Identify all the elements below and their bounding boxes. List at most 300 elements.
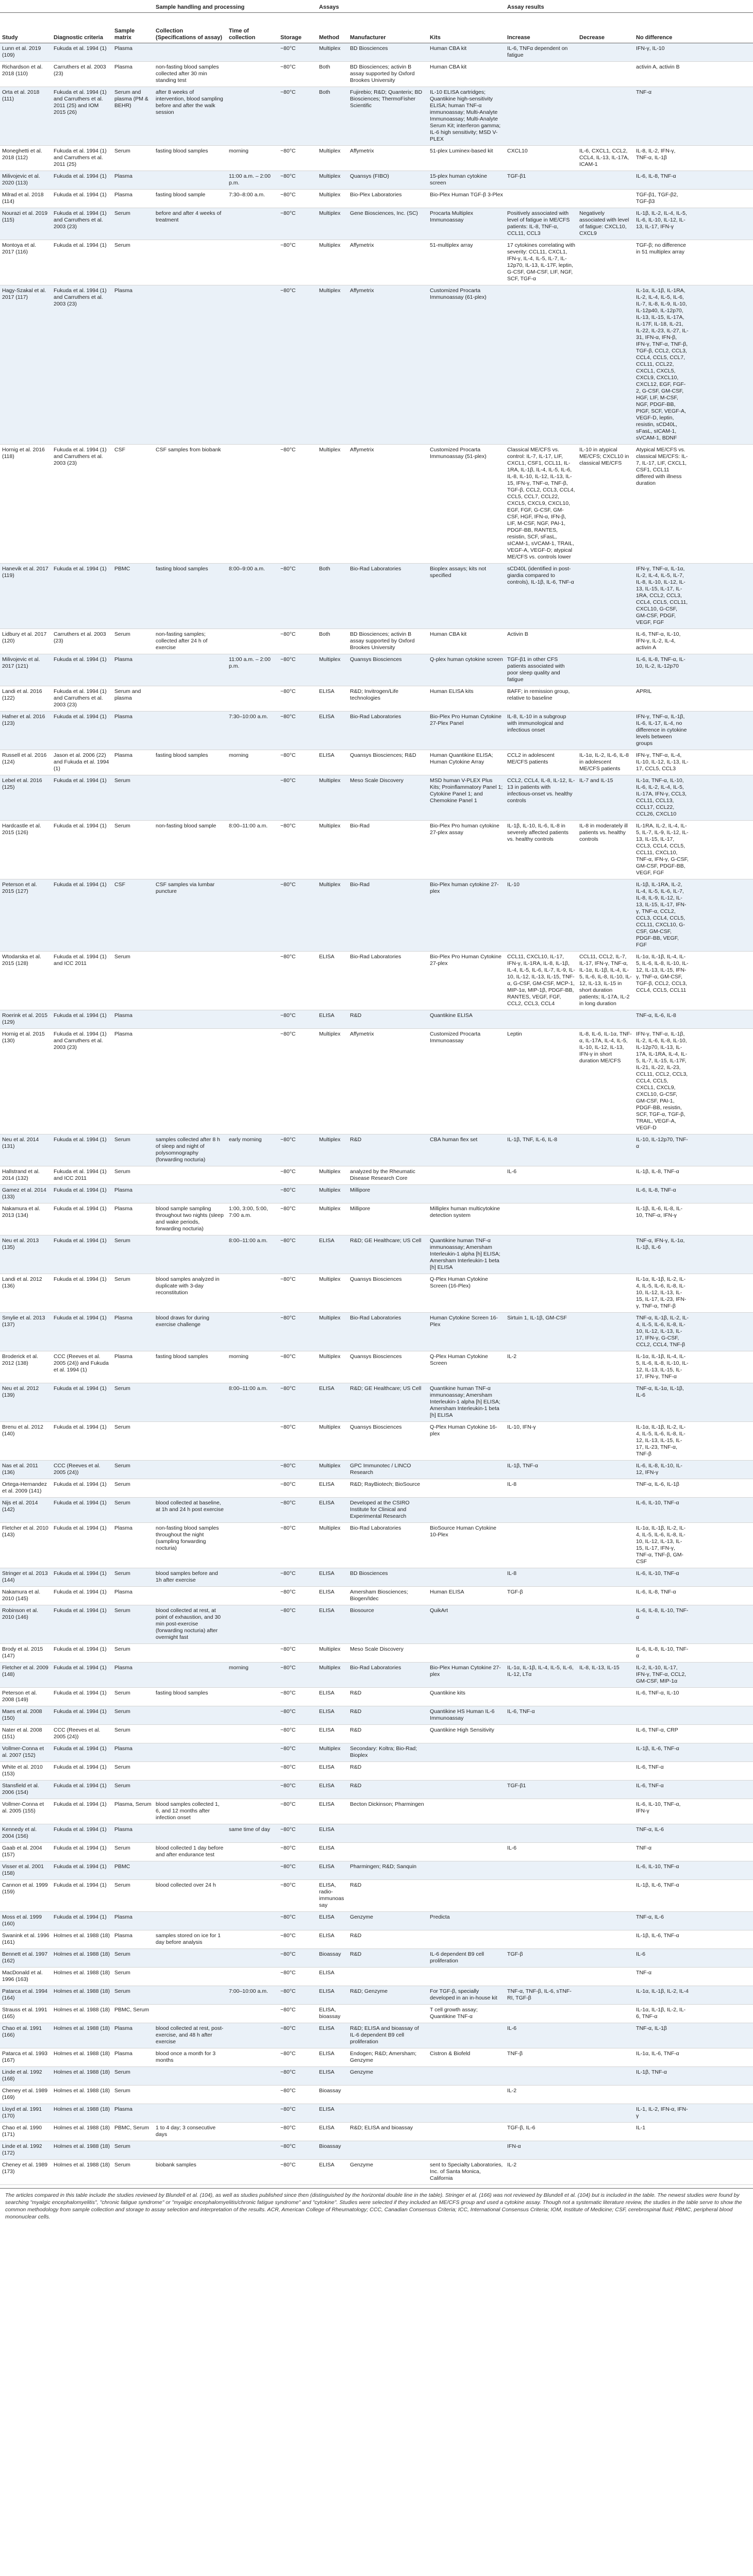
cell-no-difference: [634, 2141, 691, 2160]
cell-no-difference: IL-1β, IL-6, IL-8, IL-10, TNF-α, IFN-γ: [634, 1204, 691, 1235]
cell-time-of-collection: [227, 285, 278, 445]
cell-decrease: [577, 1185, 634, 1204]
cell-storage: −80°C: [278, 62, 317, 87]
cell-extra: [691, 952, 753, 1010]
cell-extra: [691, 629, 753, 654]
cell-decrease: [577, 629, 634, 654]
cell-increase: [505, 2067, 577, 2086]
cell-sample-matrix: Plasma: [112, 654, 154, 686]
cell-collection: before and after 4 weeks of treatment: [154, 208, 227, 240]
cell-diagnostic-criteria: Fukuda et al. 1994 (1) and Carruthers et al. 2003 (23): [52, 285, 112, 445]
group-header-results: Assay results: [505, 0, 753, 13]
cell-manufacturer: [348, 2086, 428, 2104]
cell-decrease: IL-6, CXCL1, CCL2, CCL4, IL-13, IL-17A, ICAM-1: [577, 146, 634, 171]
table-row: [0, 208, 753, 240]
cell-method: ELISA: [317, 1587, 348, 1605]
cell-time-of-collection: [227, 952, 278, 1010]
cell-time-of-collection: [227, 1706, 278, 1725]
cell-study: Peterson et al. 2008 (149): [0, 1688, 52, 1706]
cell-storage: −80°C: [278, 1166, 317, 1185]
cell-no-difference: IL-6, IL-8, TNF-α: [634, 1587, 691, 1605]
cell-kits: Quantikine HS Human IL-6 Immunoassay: [428, 1706, 505, 1725]
cell-extra: [691, 711, 753, 750]
cell-extra: [691, 2104, 753, 2123]
cell-no-difference: Atypical ME/CFS vs. classical ME/CFS: IL-7, IL-17, LIF, CXCL1, CSF1, CCL11 differed with illness duration: [634, 445, 691, 564]
cell-extra: [691, 1949, 753, 1968]
cell-extra: [691, 2067, 753, 2086]
cell-time-of-collection: [227, 2005, 278, 2023]
cell-extra: [691, 62, 753, 87]
cell-extra: [691, 1861, 753, 1880]
cell-storage: −80°C: [278, 240, 317, 285]
cell-increase: IFN-α: [505, 2141, 577, 2160]
cell-extra: [691, 1706, 753, 1725]
cell-collection: [154, 1029, 227, 1134]
cell-kits: [428, 1568, 505, 1587]
cell-manufacturer: R&D: [348, 1949, 428, 1968]
cell-study: Milivojevic et al. 2017 (121): [0, 654, 52, 686]
cell-sample-matrix: Serum: [112, 1235, 154, 1274]
cell-increase: IL-6, TNFα dependent on fatigue: [505, 43, 577, 62]
cell-study: Nourazi et al. 2019 (115): [0, 208, 52, 240]
cell-collection: [154, 43, 227, 62]
cell-time-of-collection: [227, 1781, 278, 1799]
table-row: [0, 1166, 753, 1185]
cell-collection: [154, 1461, 227, 1479]
cell-study: Fletcher et al. 2010 (143): [0, 1523, 52, 1568]
cell-no-difference: TGF-β1, TGF-β2, TGF-β3: [634, 190, 691, 208]
cell-no-difference: IL-1β, IL-8, TNF-α: [634, 1166, 691, 1185]
cell-diagnostic-criteria: Fukuda et al. 1994 (1) and ICC 2011: [52, 952, 112, 1010]
cell-collection: [154, 1949, 227, 1968]
cell-diagnostic-criteria: Fukuda et al. 1994 (1): [52, 1134, 112, 1166]
cell-storage: −80°C: [278, 629, 317, 654]
cell-storage: −80°C: [278, 2067, 317, 2086]
cell-time-of-collection: early morning: [227, 1134, 278, 1166]
cell-no-difference: IL-1β, IL-6, TNF-α: [634, 1930, 691, 1949]
cell-manufacturer: Bio-Rad: [348, 879, 428, 952]
cell-manufacturer: R&D: [348, 1930, 428, 1949]
cell-diagnostic-criteria: Fukuda et al. 1994 (1): [52, 1204, 112, 1235]
cell-collection: [154, 711, 227, 750]
cell-collection: [154, 171, 227, 190]
cell-time-of-collection: [227, 1688, 278, 1706]
cell-increase: [505, 1861, 577, 1880]
cell-time-of-collection: [227, 629, 278, 654]
cell-extra: [691, 750, 753, 775]
cell-kits: Bio-Plex human cytokine 27-plex: [428, 879, 505, 952]
cell-increase: [505, 2104, 577, 2123]
cell-no-difference: IL-1β, IL-6, TNF-α: [634, 1880, 691, 1912]
cell-increase: [505, 190, 577, 208]
cell-decrease: [577, 1843, 634, 1861]
cell-increase: [505, 1762, 577, 1781]
cell-increase: CCL2 in adolescent ME/CFS patients: [505, 750, 577, 775]
cell-method: Multiplex: [317, 1204, 348, 1235]
cell-kits: Milliplex human multicytokine detection system: [428, 1204, 505, 1235]
cell-manufacturer: Affymetrix: [348, 445, 428, 564]
cell-kits: [428, 1843, 505, 1861]
cell-storage: −80°C: [278, 1461, 317, 1479]
cell-kits: Human CBA kit: [428, 629, 505, 654]
cell-increase: [505, 1010, 577, 1029]
cell-time-of-collection: 1:00, 3:00, 5:00, 7:00 a.m.: [227, 1204, 278, 1235]
cell-decrease: IL-8 in moderately ill patients vs. healthy controls: [577, 821, 634, 879]
cell-kits: 15-plex human cytokine screen: [428, 171, 505, 190]
cell-collection: [154, 1986, 227, 2005]
cell-storage: −80°C: [278, 1029, 317, 1134]
cell-increase: [505, 1930, 577, 1949]
cell-extra: [691, 564, 753, 629]
cell-manufacturer: Millipore: [348, 1185, 428, 1204]
cell-sample-matrix: PBMC, Serum: [112, 2005, 154, 2023]
cell-kits: [428, 1479, 505, 1498]
cell-extra: [691, 1986, 753, 2005]
cell-collection: fasting blood sample: [154, 190, 227, 208]
cell-kits: [428, 1824, 505, 1843]
table-row: [0, 879, 753, 952]
cell-storage: −80°C: [278, 1706, 317, 1725]
cell-time-of-collection: [227, 2123, 278, 2141]
cell-time-of-collection: [227, 686, 278, 711]
cell-kits: sent to Specialty Laboratories, Inc. of Santa Monica, California: [428, 2160, 505, 2185]
cell-no-difference: IL-6, TNF-α: [634, 1762, 691, 1781]
cell-storage: −80°C: [278, 43, 317, 62]
cell-diagnostic-criteria: Fukuda et al. 1994 (1) and Carruthers et al. 2003 (23): [52, 445, 112, 564]
cell-extra: [691, 1313, 753, 1351]
cell-time-of-collection: [227, 2048, 278, 2067]
cell-kits: Human Quantikine ELISA; Human Cytokine Array: [428, 750, 505, 775]
cell-method: ELISA: [317, 1568, 348, 1587]
cell-method: ELISA: [317, 1968, 348, 1986]
cell-method: Multiplex: [317, 1523, 348, 1568]
cell-kits: Quantikine kits: [428, 1688, 505, 1706]
cell-manufacturer: R&D: [348, 1762, 428, 1781]
cell-method: Multiplex: [317, 1644, 348, 1663]
cell-extra: [691, 2023, 753, 2048]
cell-storage: −80°C: [278, 1824, 317, 1843]
cell-time-of-collection: [227, 1479, 278, 1498]
cell-storage: −80°C: [278, 190, 317, 208]
cell-diagnostic-criteria: Fukuda et al. 1994 (1) and Carruthers et al. 2011 (25): [52, 146, 112, 171]
cell-storage: −80°C: [278, 1725, 317, 1743]
cell-decrease: [577, 1986, 634, 2005]
cell-time-of-collection: [227, 1725, 278, 1743]
cell-collection: fasting blood samples: [154, 564, 227, 629]
cell-time-of-collection: [227, 1930, 278, 1949]
cell-method: Multiplex: [317, 1274, 348, 1313]
cell-collection: [154, 1861, 227, 1880]
table-row: [0, 43, 753, 62]
cell-decrease: [577, 171, 634, 190]
cell-decrease: [577, 1204, 634, 1235]
cell-storage: −80°C: [278, 1134, 317, 1166]
cell-storage: −80°C: [278, 1383, 317, 1422]
cell-no-difference: IL-1α, IL-6, TNF-α: [634, 2048, 691, 2067]
cell-no-difference: IL-6, IL-8, TNF-α: [634, 1185, 691, 1204]
cell-increase: [505, 1235, 577, 1274]
table-row: [0, 190, 753, 208]
cell-diagnostic-criteria: Fukuda et al. 1994 (1): [52, 1743, 112, 1762]
cell-increase: Activin B: [505, 629, 577, 654]
cell-study: Lloyd et al. 1991 (170): [0, 2104, 52, 2123]
cell-extra: [691, 1781, 753, 1799]
column-header-study: Study: [0, 13, 52, 43]
cell-time-of-collection: 8:00–9:00 a.m.: [227, 564, 278, 629]
table-row: [0, 285, 753, 445]
cell-no-difference: IL-6, IL-8, IL-10, IL-12, IFN-γ: [634, 1461, 691, 1479]
cell-increase: TNF-β: [505, 2048, 577, 2067]
cell-storage: −80°C: [278, 1274, 317, 1313]
cell-collection: blood once a month for 3 months: [154, 2048, 227, 2067]
cell-study: Russell et al. 2016 (124): [0, 750, 52, 775]
cell-no-difference: IL-6, IL-10, TNF-α, IFN-γ: [634, 1799, 691, 1824]
cell-storage: −80°C: [278, 1912, 317, 1930]
cell-extra: [691, 1587, 753, 1605]
cell-storage: −80°C: [278, 1743, 317, 1762]
cell-collection: samples stored on ice for 1 day before analysis: [154, 1930, 227, 1949]
cell-extra: [691, 285, 753, 445]
cell-diagnostic-criteria: Fukuda et al. 1994 (1) and Carruthers et al. 2003 (23): [52, 686, 112, 711]
cell-time-of-collection: 8:00–11:00 a.m.: [227, 1383, 278, 1422]
cell-no-difference: IL-6, IL-8, IL-10, TNF-α: [634, 1605, 691, 1644]
cell-no-difference: TNF-α, IL-6: [634, 1824, 691, 1843]
cell-collection: [154, 1762, 227, 1781]
cell-kits: Quantikine ELISA: [428, 1010, 505, 1029]
cell-method: Multiplex: [317, 879, 348, 952]
cell-diagnostic-criteria: Fukuda et al. 1994 (1): [52, 1523, 112, 1568]
cell-extra: [691, 1010, 753, 1029]
cell-sample-matrix: Serum and plasma (PM & BEHR): [112, 87, 154, 146]
cell-study: Landi et al. 2016 (122): [0, 686, 52, 711]
cell-study: Montoya et al. 2017 (116): [0, 240, 52, 285]
cell-time-of-collection: [227, 1029, 278, 1134]
cell-time-of-collection: [227, 879, 278, 952]
cell-decrease: [577, 1383, 634, 1422]
cell-manufacturer: Genzyme: [348, 2067, 428, 2086]
cell-sample-matrix: Serum: [112, 1968, 154, 1986]
cell-no-difference: IL-1RA, IL-2, IL-4, IL-5, IL-7, IL-9, IL-12, IL-13, IL-15, IL-17, CCL3, CCL4, CCL5, CCL11, CXCL10, TNF-α, IFN-γ, G-CSF, GM-CSF, PDGF-BB, VEGF, FGF: [634, 821, 691, 879]
cell-method: ELISA: [317, 1725, 348, 1743]
cell-time-of-collection: [227, 1912, 278, 1930]
cell-no-difference: TNF-α: [634, 1968, 691, 1986]
cell-study: Moneghetti et al. 2018 (112): [0, 146, 52, 171]
column-header-no-difference: No difference: [634, 13, 691, 43]
table-row: [0, 1383, 753, 1422]
cell-collection: non-fasting blood samples collected after 30 min standing test: [154, 62, 227, 87]
cell-kits: [428, 1861, 505, 1880]
cell-decrease: [577, 1313, 634, 1351]
cell-storage: −80°C: [278, 2123, 317, 2141]
cell-decrease: [577, 1351, 634, 1383]
cell-sample-matrix: Plasma: [112, 2104, 154, 2123]
cell-extra: [691, 1479, 753, 1498]
cell-diagnostic-criteria: Holmes et al. 1988 (18): [52, 2160, 112, 2185]
cell-storage: −80°C: [278, 87, 317, 146]
table-row: [0, 629, 753, 654]
cell-manufacturer: analyzed by the Rheumatic Disease Research Core: [348, 1166, 428, 1185]
cell-kits: Human Cytokine Screen 16-Plex: [428, 1313, 505, 1351]
cell-sample-matrix: Serum: [112, 1949, 154, 1968]
cell-method: Multiplex: [317, 654, 348, 686]
cell-decrease: [577, 1644, 634, 1663]
cell-sample-matrix: Serum: [112, 775, 154, 821]
cell-extra: [691, 1824, 753, 1843]
cell-study: Roerink et al. 2015 (129): [0, 1010, 52, 1029]
cell-method: ELISA: [317, 2023, 348, 2048]
table-row: [0, 2086, 753, 2104]
cell-collection: [154, 2141, 227, 2160]
cell-decrease: [577, 1880, 634, 1912]
cell-kits: [428, 1968, 505, 1986]
cell-extra: [691, 2086, 753, 2104]
cell-increase: TGF-β1: [505, 171, 577, 190]
cell-study: Smylie et al. 2013 (137): [0, 1313, 52, 1351]
table-row: [0, 1725, 753, 1743]
cell-manufacturer: Bio-Rad Laboratories: [348, 1663, 428, 1688]
cell-decrease: [577, 2005, 634, 2023]
cell-sample-matrix: Plasma: [112, 1010, 154, 1029]
cell-storage: −80°C: [278, 2005, 317, 2023]
table-row: [0, 1949, 753, 1968]
header-column-row: [0, 13, 753, 43]
cell-study: Moss et al. 1999 (160): [0, 1912, 52, 1930]
cell-manufacturer: R&D; GE Healthcare; US Cell: [348, 1383, 428, 1422]
cell-diagnostic-criteria: Fukuda et al. 1994 (1): [52, 1824, 112, 1843]
cell-collection: fasting blood samples: [154, 146, 227, 171]
cell-study: Kennedy et al. 2004 (156): [0, 1824, 52, 1843]
cell-decrease: [577, 879, 634, 952]
cell-collection: blood draws for during exercise challenge: [154, 1313, 227, 1351]
cell-storage: −80°C: [278, 686, 317, 711]
cell-storage: −80°C: [278, 1880, 317, 1912]
cell-method: Multiplex: [317, 1743, 348, 1762]
cell-decrease: IL-1α, IL-2, IL-6, IL-8 in adolescent ME/CFS patients: [577, 750, 634, 775]
cell-manufacturer: Quansys Biosciences; R&D: [348, 750, 428, 775]
cell-manufacturer: R&D; RayBiotech; BioSource: [348, 1479, 428, 1498]
cell-sample-matrix: Plasma: [112, 2023, 154, 2048]
cell-collection: [154, 1383, 227, 1422]
cell-diagnostic-criteria: CCC (Reeves et al. 2005 (24)): [52, 1725, 112, 1743]
cell-method: ELISA: [317, 2104, 348, 2123]
cell-storage: −80°C: [278, 2048, 317, 2067]
cell-decrease: [577, 43, 634, 62]
cell-manufacturer: Quansys Biosciences: [348, 1274, 428, 1313]
cell-collection: [154, 686, 227, 711]
cell-extra: [691, 1351, 753, 1383]
cell-kits: [428, 1930, 505, 1949]
table-row: [0, 1235, 753, 1274]
cell-sample-matrix: Serum: [112, 1706, 154, 1725]
cell-study: Hanevik et al. 2017 (119): [0, 564, 52, 629]
cell-time-of-collection: [227, 1010, 278, 1029]
group-header-handling: Sample handling and processing: [154, 0, 317, 13]
table-row: [0, 775, 753, 821]
cell-increase: [505, 2005, 577, 2023]
cell-study: Vollmer-Conna et al. 2005 (155): [0, 1799, 52, 1824]
cell-diagnostic-criteria: Holmes et al. 1988 (18): [52, 2123, 112, 2141]
cell-collection: blood collected over 24 h: [154, 1880, 227, 1912]
cell-study: Gaab et al. 2004 (157): [0, 1843, 52, 1861]
cell-storage: −80°C: [278, 1644, 317, 1663]
cell-extra: [691, 1912, 753, 1930]
cell-collection: [154, 1912, 227, 1930]
cell-no-difference: IL-2, IL-10, IL-17, IFN-γ, TNF-α, CCL2, GM-CSF, MIP-1α: [634, 1663, 691, 1688]
cell-decrease: [577, 285, 634, 445]
cell-storage: −80°C: [278, 775, 317, 821]
table-row: [0, 1313, 753, 1351]
cell-manufacturer: Biosource: [348, 1605, 428, 1644]
cell-collection: [154, 1824, 227, 1843]
cell-diagnostic-criteria: Fukuda et al. 1994 (1) and Carruthers et al. 2011 (25) and IOM 2015 (26): [52, 87, 112, 146]
table-row: [0, 1605, 753, 1644]
cell-extra: [691, 2160, 753, 2185]
cell-time-of-collection: [227, 2104, 278, 2123]
table-row: [0, 821, 753, 879]
cell-time-of-collection: morning: [227, 750, 278, 775]
cell-collection: [154, 2104, 227, 2123]
cell-method: Multiplex: [317, 146, 348, 171]
cell-increase: IL-10, IFN-γ: [505, 1422, 577, 1461]
cell-increase: TGF-β1: [505, 1781, 577, 1799]
cell-diagnostic-criteria: Carruthers et al. 2003 (23): [52, 62, 112, 87]
table-row: [0, 1663, 753, 1688]
cell-collection: 1 to 4 day; 3 consecutive days: [154, 2123, 227, 2141]
cell-diagnostic-criteria: Fukuda et al. 1994 (1): [52, 775, 112, 821]
cell-decrease: [577, 2123, 634, 2141]
cell-study: Hallstrand et al. 2014 (132): [0, 1166, 52, 1185]
cell-manufacturer: Bio-Rad Laboratories: [348, 1313, 428, 1351]
cell-method: Bioassay: [317, 2141, 348, 2160]
cell-study: Hornig et al. 2015 (130): [0, 1029, 52, 1134]
cell-method: Multiplex: [317, 190, 348, 208]
cell-time-of-collection: morning: [227, 146, 278, 171]
cell-diagnostic-criteria: Holmes et al. 1988 (18): [52, 2005, 112, 2023]
cell-kits: IL-6 dependent B9 cell proliferation: [428, 1949, 505, 1968]
cell-kits: Customized Procarta Immunoassay: [428, 1029, 505, 1134]
cell-increase: TGF-β1 in other CFS patients associated with poor sleep quality and fatigue: [505, 654, 577, 686]
cell-storage: −80°C: [278, 821, 317, 879]
cell-study: Strauss et al. 1991 (165): [0, 2005, 52, 2023]
cell-diagnostic-criteria: Jason et al. 2006 (22) and Fukuda et al. 1994 (1): [52, 750, 112, 775]
cell-no-difference: [634, 1706, 691, 1725]
cell-sample-matrix: Plasma: [112, 43, 154, 62]
cell-study: Nas et al. 2011 (136): [0, 1461, 52, 1479]
cell-diagnostic-criteria: Fukuda et al. 1994 (1): [52, 654, 112, 686]
cell-time-of-collection: 7:30–10:00 a.m.: [227, 711, 278, 750]
cell-extra: [691, 1029, 753, 1134]
cell-study: Gamez et al. 2014 (133): [0, 1185, 52, 1204]
cell-kits: [428, 2067, 505, 2086]
cell-method: Both: [317, 87, 348, 146]
cell-method: ELISA: [317, 1383, 348, 1422]
cell-study: Visser et al. 2001 (158): [0, 1861, 52, 1880]
table-row: [0, 2160, 753, 2185]
cell-collection: [154, 1968, 227, 1986]
cell-manufacturer: R&D; ELISA and bioassay: [348, 2123, 428, 2141]
cell-kits: Cistron & Biofeld: [428, 2048, 505, 2067]
cell-increase: CCL2, CCL4, IL-8, IL-12, IL-13 in patients with infectious-onset vs. healthy controls: [505, 775, 577, 821]
cell-storage: −80°C: [278, 1422, 317, 1461]
cell-increase: [505, 1880, 577, 1912]
cell-no-difference: TNF-α, IL-6, IL-8: [634, 1010, 691, 1029]
cell-manufacturer: BD Biosciences: [348, 43, 428, 62]
cell-collection: CSF samples via lumbar puncture: [154, 879, 227, 952]
cell-diagnostic-criteria: Fukuda et al. 1994 (1): [52, 190, 112, 208]
cell-time-of-collection: [227, 1762, 278, 1781]
cell-sample-matrix: Serum: [112, 1843, 154, 1861]
cell-increase: Positively associated with level of fatigue in ME/CFS patients: IL-8, TNF-α, CCL11, CCL3: [505, 208, 577, 240]
